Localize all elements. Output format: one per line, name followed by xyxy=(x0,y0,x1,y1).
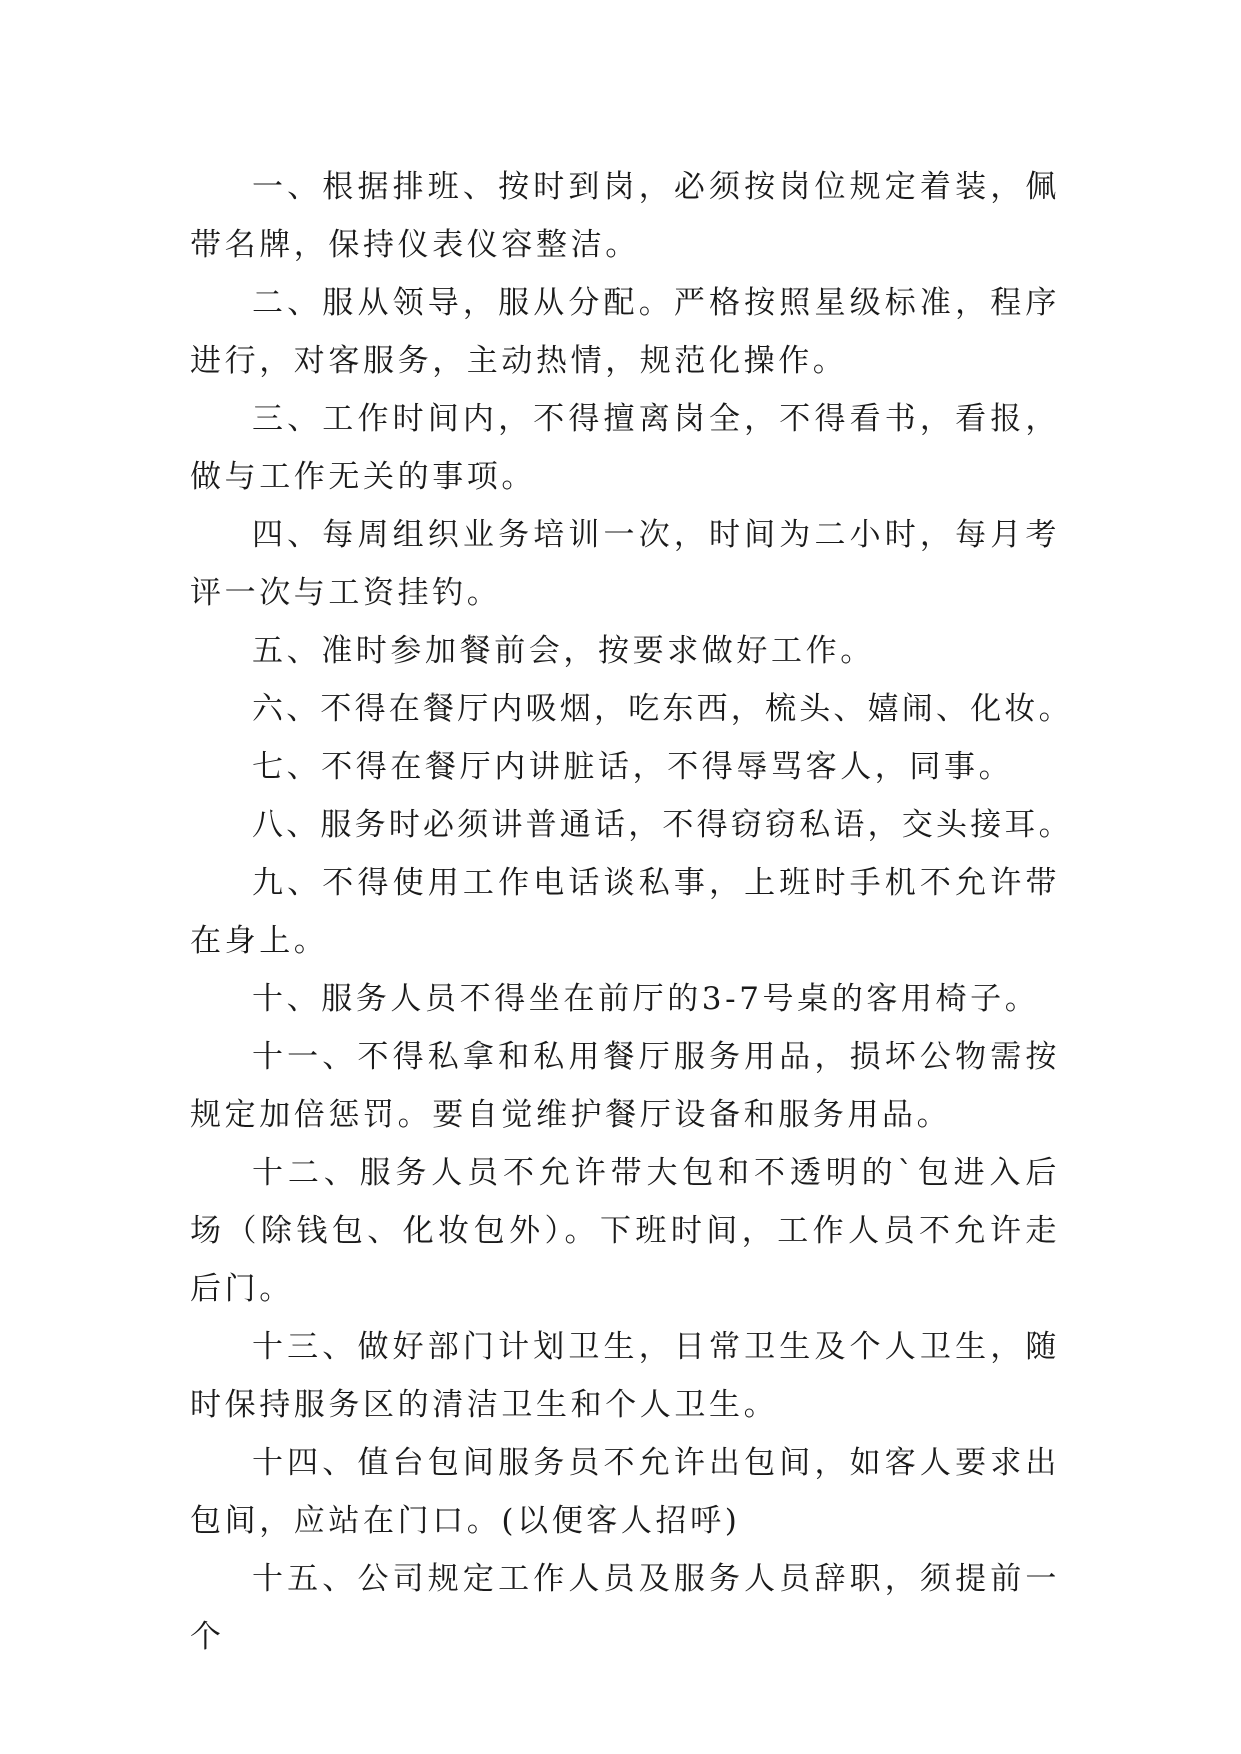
rule-paragraph-4: 四、每周组织业务培训一次，时间为二小时，每月考评一次与工资挂钓。 xyxy=(190,517,1060,611)
rule-paragraph-9: 九、不得使用工作电话谈私事，上班时手机不允许带在身上。 xyxy=(190,865,1060,959)
rule-paragraph-8: 八、服务时必须讲普通话，不得窃窃私语，交头接耳。 xyxy=(252,807,1073,843)
rule-paragraph-12: 十二、服务人员不允许带大包和不透明的`包进入后场（除钱包、化妆包外）。下班时间，工作人员不允许走后门。 xyxy=(190,1155,1060,1307)
rule-paragraph-7: 七、不得在餐厅内讲脏话，不得辱骂客人，同事。 xyxy=(252,749,1014,785)
rule-paragraph-1: 一、根据排班、按时到岗，必须按岗位规定着装，佩带名牌，保持仪表仪容整洁。 xyxy=(190,169,1060,263)
rule-paragraph-11: 十一、不得私拿和私用餐厅服务用品，损坏公物需按规定加倍惩罚。要自觉维护餐厅设备和服务用品。 xyxy=(190,1039,1060,1133)
document-body xyxy=(190,158,1073,1666)
rule-paragraph-5: 五、准时参加餐前会，按要求做好工作。 xyxy=(252,633,875,669)
rule-paragraph-13: 十三、做好部门计划卫生，日常卫生及个人卫生，随时保持服务区的清洁卫生和个人卫生。 xyxy=(190,1329,1060,1423)
rule-paragraph-10: 十、服务人员不得坐在前厅的3-7号桌的客用椅子。 xyxy=(252,981,1040,1017)
rule-paragraph-6: 六、不得在餐厅内吸烟，吃东西，梳头、嬉闹、化妆。 xyxy=(252,691,1073,727)
rule-paragraph-3: 三、工作时间内，不得擅离岗全，不得看书，看报，做与工作无关的事项。 xyxy=(190,401,1060,495)
rule-paragraph-15: 十五、公司规定工作人员及服务人员辞职，须提前一个 xyxy=(190,1561,1060,1655)
rule-paragraph-2: 二、服从领导，服从分配。严格按照星级标准，程序进行，对客服务，主动热情，规范化操作。 xyxy=(190,285,1060,379)
rule-paragraph-14: 十四、值台包间服务员不允许出包间，如客人要求出包间，应站在门口。(以便客人招呼) xyxy=(190,1445,1060,1539)
